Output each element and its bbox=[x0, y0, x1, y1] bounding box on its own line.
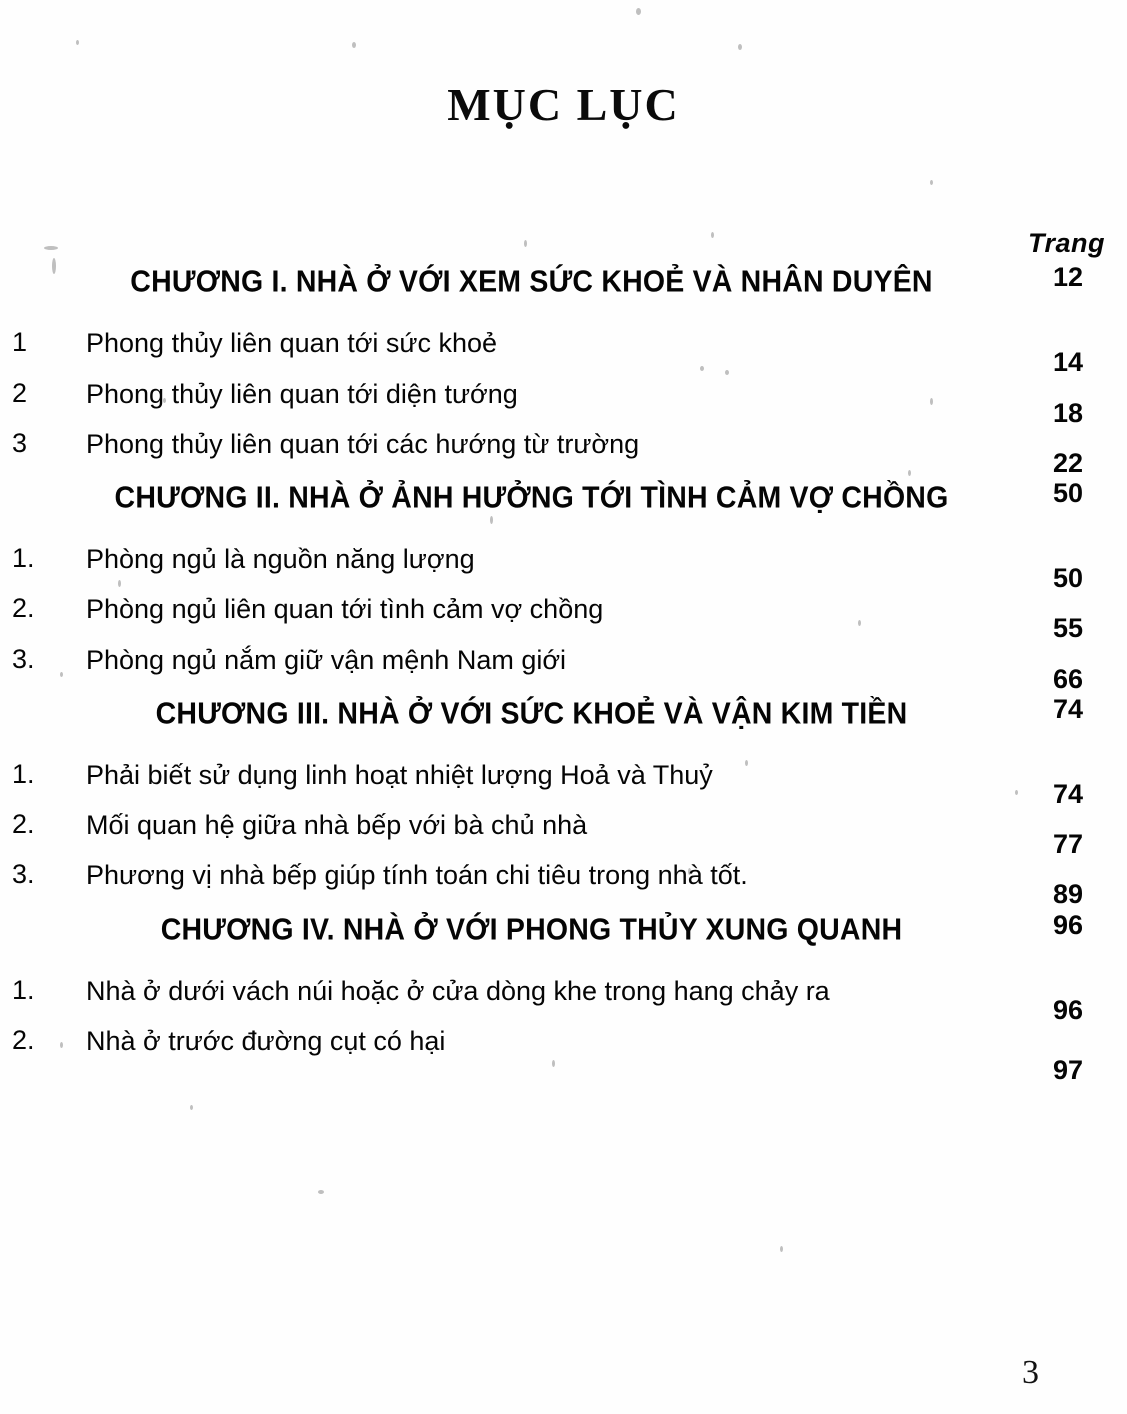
toc-item-number: 3. bbox=[12, 859, 35, 890]
toc-chapter-title: CHƯƠNG III. NHÀ Ở VỚI SỨC KHOẺ VÀ VẬN KIM TIỀN bbox=[155, 696, 908, 731]
toc-item-title: Phòng ngủ liên quan tới tình cảm vợ chồng bbox=[86, 594, 604, 625]
toc-item-number: 2. bbox=[12, 1025, 35, 1056]
toc-item-row[interactable] bbox=[0, 757, 1127, 810]
scan-speck bbox=[352, 42, 356, 48]
toc-item-page: 96 bbox=[1052, 994, 1084, 1025]
toc-item-page: 89 bbox=[1052, 879, 1084, 910]
toc-item-page: 14 bbox=[1052, 347, 1084, 378]
toc-item-page: 74 bbox=[1052, 779, 1084, 810]
scan-speck bbox=[190, 1105, 193, 1110]
toc-chapter-row[interactable] bbox=[0, 694, 1127, 733]
toc-chapter-row[interactable] bbox=[0, 478, 1127, 517]
toc-item-row[interactable] bbox=[0, 857, 1127, 910]
toc-item-number: 2. bbox=[12, 809, 35, 840]
toc-item-page: 97 bbox=[1052, 1055, 1084, 1086]
scan-speck bbox=[524, 240, 527, 247]
toc-item-title: Phong thủy liên quan tới sức khoẻ bbox=[86, 328, 498, 359]
toc-item-number: 1. bbox=[12, 543, 35, 574]
toc-item-page: 50 bbox=[1052, 563, 1084, 594]
toc-chapter-row[interactable] bbox=[0, 910, 1127, 949]
toc-item-title: Phong thủy liên quan tới diện tướng bbox=[86, 378, 518, 409]
scan-speck bbox=[780, 1246, 783, 1252]
toc-item-page: 18 bbox=[1052, 397, 1084, 428]
toc-item-page: 55 bbox=[1052, 613, 1084, 644]
toc-chapter-title: CHƯƠNG II. NHÀ Ở ẢNH HƯỞNG TỚI TÌNH CẢM VỢ CHỒNG bbox=[114, 481, 949, 515]
toc-item-number: 3 bbox=[12, 427, 28, 458]
toc-item-row[interactable] bbox=[0, 1023, 1127, 1086]
toc-item-title: Phong thủy liên quan tới các hướng từ trường bbox=[86, 428, 640, 459]
toc-item-title: Phương vị nhà bếp giúp tính toán chi tiêu trong nhà tốt. bbox=[86, 860, 748, 891]
toc-item-number: 1. bbox=[12, 974, 35, 1005]
toc-item-number: 2. bbox=[12, 593, 35, 624]
scan-speck bbox=[552, 1060, 555, 1067]
toc-item-page: 22 bbox=[1052, 447, 1084, 478]
page-column-header: Trang bbox=[1027, 228, 1105, 258]
scan-speck bbox=[76, 40, 79, 45]
toc-item-page: 66 bbox=[1052, 663, 1084, 694]
scan-speck bbox=[318, 1190, 324, 1194]
toc-item-row[interactable] bbox=[0, 642, 1127, 694]
toc-chapter-title: CHƯƠNG I. NHÀ Ở VỚI XEM SỨC KHOẺ VÀ NHÂN DUYÊN bbox=[130, 265, 933, 300]
toc-item-row[interactable] bbox=[0, 376, 1127, 428]
toc-chapter-row[interactable] bbox=[0, 262, 1127, 301]
toc-item-number: 3. bbox=[12, 643, 35, 674]
toc-item-title: Phòng ngủ nắm giữ vận mệnh Nam giới bbox=[86, 644, 567, 675]
toc-item-number: 2 bbox=[12, 377, 28, 408]
toc-item-title: Phải biết sử dụng linh hoạt nhiệt lượng Hoả và Thuỷ bbox=[86, 760, 713, 791]
toc-item-title: Nhà ở dưới vách núi hoặc ở cửa dòng khe trong hang chảy ra bbox=[86, 975, 830, 1006]
toc-item-page: 77 bbox=[1052, 829, 1084, 860]
page-title: MỤC LỤC bbox=[447, 79, 680, 130]
toc-chapter-page: 74 bbox=[1052, 693, 1084, 724]
toc-item-title: Phòng ngủ là nguồn năng lượng bbox=[86, 544, 475, 575]
toc-item-row[interactable] bbox=[0, 325, 1127, 378]
scan-speck bbox=[930, 180, 933, 185]
toc-item-row[interactable] bbox=[0, 807, 1127, 860]
toc-item-title: Nhà ở trước đường cụt có hại bbox=[86, 1026, 446, 1057]
folio-page-number: 3 bbox=[1022, 1354, 1039, 1391]
toc-item-row[interactable] bbox=[0, 973, 1127, 1025]
toc-chapter-page: 96 bbox=[1052, 909, 1084, 940]
toc-item-title: Mối quan hệ giữa nhà bếp với bà chủ nhà bbox=[86, 810, 588, 841]
toc-chapter-page: 50 bbox=[1052, 477, 1084, 508]
toc-item-row[interactable] bbox=[0, 426, 1127, 478]
table-of-contents bbox=[0, 262, 1127, 1086]
scan-speck bbox=[738, 44, 742, 50]
scan-speck bbox=[711, 232, 714, 238]
toc-item-number: 1 bbox=[12, 327, 28, 358]
toc-item-row[interactable] bbox=[0, 591, 1127, 644]
toc-chapter-page: 12 bbox=[1052, 262, 1084, 292]
scan-speck bbox=[636, 8, 641, 15]
toc-item-number: 1. bbox=[12, 759, 35, 790]
toc-chapter-title: CHƯƠNG IV. NHÀ Ở VỚI PHONG THỦY XUNG QUANH bbox=[160, 912, 903, 947]
scan-speck bbox=[44, 246, 58, 250]
toc-item-row[interactable] bbox=[0, 541, 1127, 594]
